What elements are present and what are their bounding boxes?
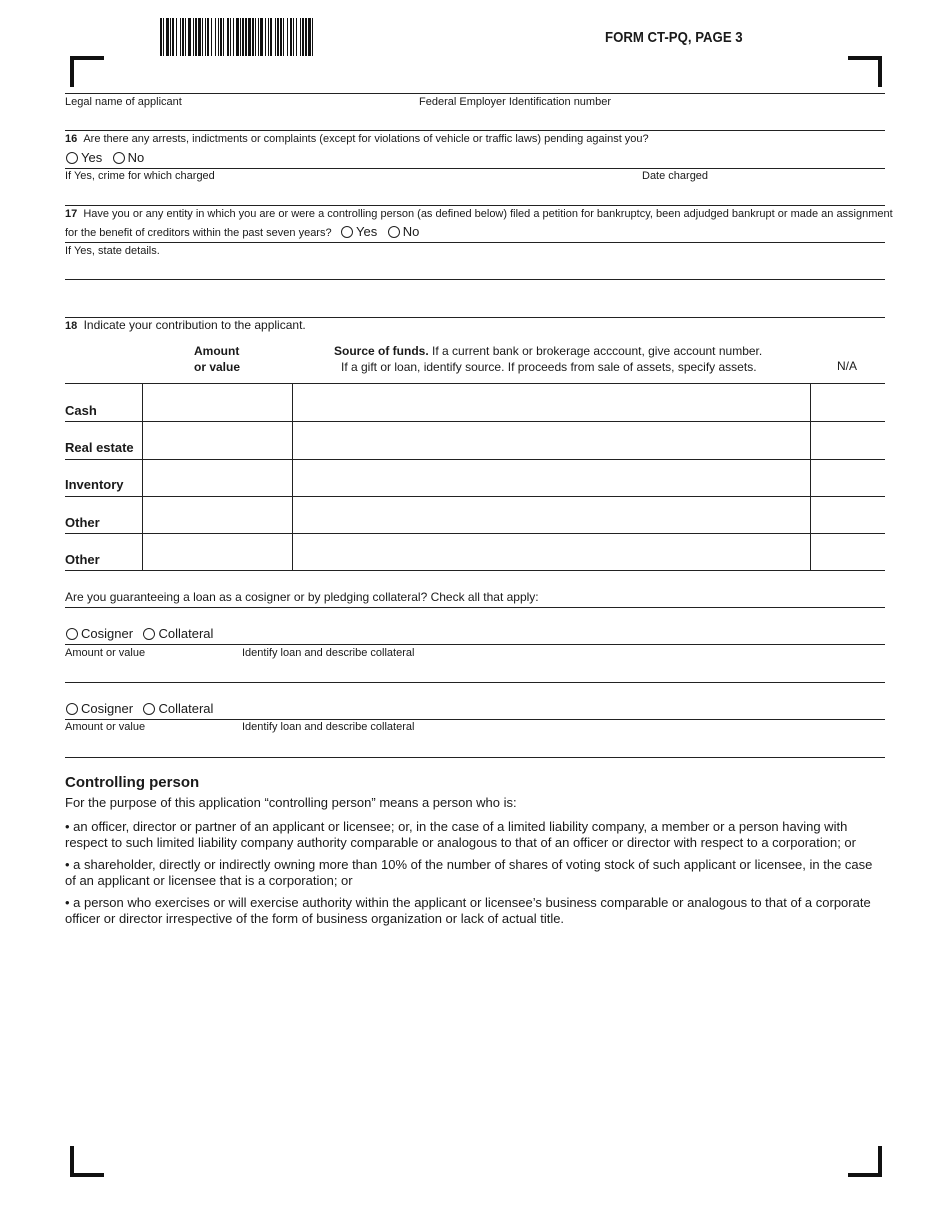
guarantee-options-2	[66, 700, 219, 718]
q17-text-line1: Have you or any entity in which you are or were a controlling person (as defined below) filed a petition for bankruptcy, been adjudged bankrupt or made an assignment	[83, 208, 893, 220]
q17-details-label: If Yes, state details.	[65, 245, 160, 257]
q16-question	[65, 133, 649, 145]
barcode-bar	[218, 18, 219, 56]
barcode-bar	[163, 18, 164, 56]
crop-mark-bottom-right	[848, 1146, 882, 1177]
barcode-bar	[265, 18, 266, 56]
row-label-cash: Cash	[65, 403, 97, 418]
barcode-bar	[172, 18, 174, 56]
barcode-bar	[258, 18, 259, 56]
barcode-bar	[215, 18, 216, 56]
table-rule	[65, 383, 885, 384]
table-col-divider	[292, 383, 293, 571]
barcode-bar	[252, 18, 254, 56]
barcode-bar	[236, 18, 239, 56]
fein-label: Federal Employer Identification number	[419, 96, 611, 108]
rule	[65, 607, 885, 608]
cosigner-radio-1[interactable]	[66, 628, 78, 640]
table-rule	[65, 533, 885, 534]
rule	[65, 168, 885, 169]
barcode-bar	[305, 18, 307, 56]
barcode-bar	[170, 18, 171, 56]
source-header-line1: If a current bank or brokerage acccount, give account number.	[432, 344, 763, 358]
crop-mark-top-right	[848, 56, 882, 87]
table-col-divider	[810, 383, 811, 571]
rule	[65, 757, 885, 758]
barcode-bar	[302, 18, 304, 56]
barcode-bar	[293, 18, 294, 56]
barcode-bar	[185, 18, 186, 56]
barcode-bar	[180, 18, 181, 56]
q18-question	[65, 318, 306, 332]
barcode-bar	[233, 18, 234, 56]
controlling-intro: For the purpose of this application “controlling person” means a person who is:	[65, 795, 517, 810]
barcode-bar	[166, 18, 169, 56]
barcode-bar	[255, 18, 256, 56]
barcode-bar	[245, 18, 247, 56]
amount-label-1: Amount or value	[65, 647, 146, 659]
table-col-divider	[142, 383, 143, 571]
barcode-bar	[176, 18, 177, 56]
barcode-bar	[296, 18, 297, 56]
row-label-inventory: Inventory	[65, 477, 124, 492]
barcode-bar	[248, 18, 251, 56]
rule	[65, 644, 885, 645]
barcode-bar	[207, 18, 209, 56]
rule	[65, 719, 885, 720]
barcode-bar	[280, 18, 282, 56]
barcode-bar	[220, 18, 222, 56]
barcode-bar	[223, 18, 224, 56]
barcode-bar	[290, 18, 292, 56]
barcode-bar	[312, 18, 313, 56]
rule	[65, 93, 885, 94]
barcode-bar	[227, 18, 229, 56]
barcode-bar	[277, 18, 279, 56]
q16-text: Are there any arrests, indictments or complaints (except for violations of vehicle or traffic laws) pending against you?	[83, 133, 649, 145]
barcode-bar	[205, 18, 206, 56]
na-column-header: N/A	[837, 359, 858, 373]
collateral-label-1: Collateral	[158, 626, 214, 641]
q16-no-label: No	[127, 150, 145, 165]
barcode-bar	[260, 18, 263, 56]
q17-question-line2	[65, 223, 425, 241]
cosigner-label-1: Cosigner	[81, 626, 134, 641]
table-rule	[65, 570, 885, 571]
row-label-other-1: Other	[65, 515, 100, 530]
controlling-bullet-3: • a person who exercises or will exercise authority within the applicant or licensee’s business comparable or analogous to that of a corporate officer or director irrespective of the form of business organization or lack of actual title.	[65, 895, 871, 926]
source-header-line2: If a gift or loan, identify source. If proceeds from sale of assets, specify assets.	[341, 360, 757, 374]
barcode-bar	[195, 18, 197, 56]
form-title: FORM CT-PQ, PAGE 3	[605, 29, 743, 46]
controlling-person-heading: Controlling person	[65, 774, 200, 791]
table-rule	[65, 421, 885, 422]
amount-label-2: Amount or value	[65, 721, 146, 733]
barcode-bar	[211, 18, 212, 56]
barcode-bar	[202, 18, 203, 56]
q16-yes-label: Yes	[81, 150, 103, 165]
barcode-bar	[308, 18, 311, 56]
q18-number: 18	[65, 320, 78, 332]
barcode-bar	[283, 18, 284, 56]
q16-options	[66, 149, 150, 167]
barcode	[160, 18, 470, 56]
rule	[65, 242, 885, 243]
identify-label-1: Identify loan and describe collateral	[242, 647, 415, 659]
q17-number: 17	[65, 208, 78, 220]
crop-mark-bottom-left	[70, 1146, 104, 1177]
controlling-bullet-2: • a shareholder, directly or indirectly owning more than 10% of the number of shares of voting stock of such applicant or licensee, in the case of an applicant or licensee that is a corporation; or	[65, 857, 873, 888]
barcode-bar	[268, 18, 269, 56]
cosigner-radio-2[interactable]	[66, 703, 78, 715]
collateral-radio-1[interactable]	[143, 628, 155, 640]
q17-no-radio[interactable]	[388, 226, 400, 238]
guarantee-options-1	[66, 625, 219, 643]
table-rule	[65, 459, 885, 460]
q17-no-label: No	[402, 224, 420, 239]
barcode-bar	[275, 18, 276, 56]
barcode-bar	[198, 18, 201, 56]
amount-column-header	[194, 343, 240, 375]
guarantee-question: Are you guaranteeing a loan as a cosigner or by pledging collateral? Check all that apply:	[65, 590, 539, 604]
barcode-bar	[230, 18, 231, 56]
rule	[65, 682, 885, 683]
row-label-real-estate: Real estate	[65, 440, 134, 455]
collateral-label-2: Collateral	[158, 701, 214, 716]
barcode-bar	[242, 18, 244, 56]
barcode-bar	[188, 18, 191, 56]
barcode-bar	[270, 18, 272, 56]
source-header-bold: Source of funds.	[334, 344, 429, 358]
barcode-bar	[240, 18, 241, 56]
barcode-bar	[300, 18, 301, 56]
rule	[65, 205, 885, 206]
rule	[65, 130, 885, 131]
barcode-bar	[193, 18, 194, 56]
q16-date-label: Date charged	[642, 170, 709, 182]
q16-crime-label: If Yes, crime for which charged	[65, 170, 215, 182]
collateral-radio-2[interactable]	[143, 703, 155, 715]
barcode-bar	[287, 18, 288, 56]
q17-yes-label: Yes	[356, 224, 378, 239]
controlling-bullet-1: • an officer, director or partner of an applicant or licensee; or, in the case of a limited liability company, a member or a person having with respect to such limited liability company authority comparable or analogous to that of an officer or director with respect to a corporation; or	[65, 819, 856, 850]
barcode-bar	[160, 18, 162, 56]
cosigner-label-2: Cosigner	[81, 701, 134, 716]
rule	[65, 279, 885, 280]
crop-mark-top-left	[70, 56, 104, 87]
q16-yes-radio[interactable]	[66, 152, 78, 164]
q16-number: 16	[65, 133, 78, 145]
amount-header-line2: or value	[194, 360, 241, 374]
row-label-other-2: Other	[65, 552, 100, 567]
table-rule	[65, 496, 885, 497]
q18-text: Indicate your contribution to the applicant.	[83, 318, 306, 332]
legal-name-label: Legal name of applicant	[65, 96, 182, 108]
q17-question-line1	[65, 208, 893, 220]
barcode-bar	[182, 18, 184, 56]
q17-yes-radio[interactable]	[341, 226, 353, 238]
q16-no-radio[interactable]	[113, 152, 125, 164]
q17-text-line2: for the benefit of creditors within the past seven years?	[65, 227, 332, 239]
amount-header-line1: Amount	[194, 344, 240, 358]
identify-label-2: Identify loan and describe collateral	[242, 721, 415, 733]
source-column-header	[334, 343, 762, 375]
